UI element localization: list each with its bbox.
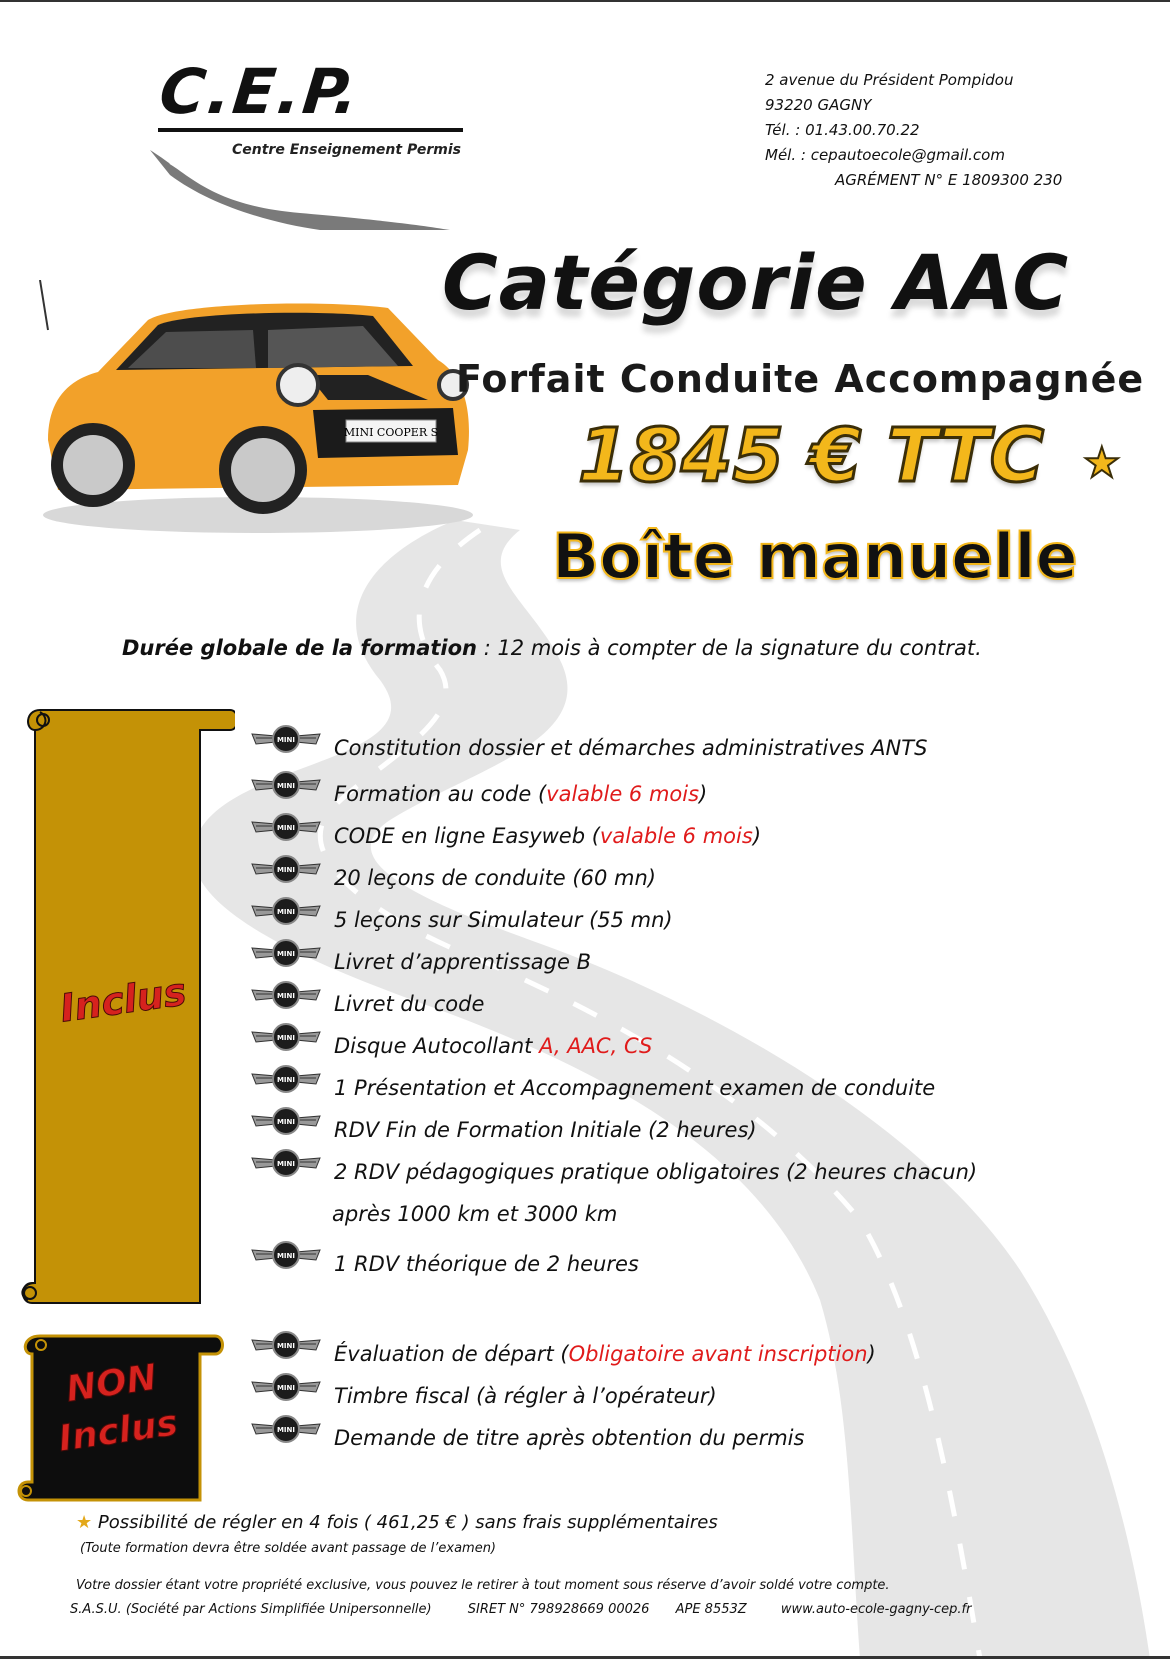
- svg-text:MINI: MINI: [276, 1426, 296, 1434]
- company-logo: [150, 55, 470, 230]
- price: 1845 € TTC: [578, 413, 1044, 499]
- included-item: [250, 858, 656, 898]
- item-text-part: ): [867, 1342, 876, 1366]
- not-included-item: [250, 1334, 876, 1374]
- not-included-item-text: Demande de titre après obtention du permis: [334, 1426, 805, 1450]
- address-phone: Tél. : 01.43.00.70.22: [765, 121, 920, 139]
- svg-text:MINI: MINI: [276, 736, 296, 744]
- included-item-text: 5 leçons sur Simulateur (55 mn): [334, 908, 673, 932]
- included-item: [250, 942, 591, 982]
- address-email: Mél. : cepautoecole@gmail.com: [765, 146, 1005, 164]
- mini-logo-icon: [250, 938, 322, 968]
- ape-code: APE 8553Z: [675, 1602, 747, 1617]
- item-text-part: CODE en ligne Easyweb (: [334, 824, 600, 848]
- item-highlight: A, AAC, CS: [539, 1034, 653, 1058]
- included-item-text: 20 leçons de conduite (60 mn): [334, 866, 656, 890]
- not-included-item: [250, 1376, 717, 1416]
- included-item-text: Livret du code: [334, 992, 485, 1016]
- footnote-star-icon: ★: [76, 1512, 93, 1533]
- not-included-item-text: [334, 1334, 876, 1374]
- siret-number: SIRET N° 798928669 00026: [467, 1602, 650, 1617]
- gearbox-type: Boîte manuelle: [552, 520, 1078, 593]
- duration-label: Durée globale de la formation: [122, 636, 478, 660]
- svg-text:MINI: MINI: [276, 908, 296, 916]
- item-text-part: Disque Autocollant: [334, 1034, 540, 1058]
- included-item-text: 1 RDV théorique de 2 heures: [334, 1252, 639, 1276]
- mini-logo-icon: [250, 1022, 322, 1052]
- included-item: [250, 1244, 639, 1284]
- training-duration: [122, 636, 982, 660]
- not-included-label: [49, 1352, 181, 1464]
- svg-text:MINI: MINI: [276, 1252, 296, 1260]
- svg-text:MINI: MINI: [276, 866, 296, 874]
- included-item-text: Livret d’apprentissage B: [334, 950, 591, 974]
- not-included-label-line1: NON: [63, 1357, 160, 1411]
- payment-text: Possibilité de régler en 4 fois ( 461,25 € ) sans frais supplémentaires: [97, 1512, 718, 1533]
- included-item: [250, 1152, 977, 1192]
- agrement-number: AGRÉMENT N° E 1809300 230: [835, 171, 1063, 189]
- company-info: [70, 1602, 1110, 1617]
- svg-text:MINI: MINI: [276, 1076, 296, 1084]
- mini-logo-icon: [250, 1240, 322, 1270]
- svg-text:MINI: MINI: [276, 1384, 296, 1392]
- included-item: [250, 1110, 757, 1150]
- not-included-item-text: Timbre fiscal (à régler à l’opérateur): [334, 1384, 717, 1408]
- included-item: [250, 774, 707, 814]
- included-item: [250, 1026, 652, 1066]
- included-item: [250, 728, 927, 768]
- mini-logo-icon: [250, 1064, 322, 1094]
- svg-text:MINI: MINI: [276, 782, 296, 790]
- payment-note: [76, 1512, 718, 1533]
- not-included-label-line2: Inclus: [56, 1402, 181, 1460]
- logo-rule: [158, 128, 463, 132]
- logo-brand: C.E.P.: [156, 55, 364, 128]
- address-street: 2 avenue du Président Pompidou: [765, 71, 1014, 89]
- included-item-text: 2 RDV pédagogiques pratique obligatoires (2 heures chacun): [334, 1160, 978, 1184]
- mini-logo-icon: [250, 854, 322, 884]
- address-city: 93220 GAGNY: [765, 96, 872, 114]
- contact-block: [765, 68, 1062, 193]
- included-item-text: Constitution dossier et démarches administratives ANTS: [334, 736, 928, 760]
- mini-logo-icon: [250, 1106, 322, 1136]
- mini-logo-icon: [250, 980, 322, 1010]
- logo-tagline: Centre Enseignement Permis: [232, 142, 461, 158]
- svg-text:MINI: MINI: [276, 1342, 296, 1350]
- price-star-icon: ★: [1083, 438, 1121, 487]
- mini-logo-icon: [250, 812, 322, 842]
- ownership-note: Votre dossier étant votre propriété exclusive, vous pouvez le retirer à tout moment sous réserve d’avoir soldé votre compte.: [76, 1578, 890, 1593]
- included-item: [250, 816, 761, 856]
- page-title: Catégorie AAC: [442, 238, 1070, 327]
- included-item-text: [334, 1026, 652, 1066]
- website-link[interactable]: www.auto-ecole-gagny-cep.fr: [780, 1602, 972, 1617]
- car-image: [28, 280, 478, 540]
- not-included-item: [250, 1418, 804, 1458]
- payment-subnote: (Toute formation devra être soldée avant passage de l’examen): [80, 1541, 497, 1556]
- item-text-part: Formation au code (: [334, 782, 547, 806]
- svg-text:MINI: MINI: [276, 1160, 296, 1168]
- included-label: Inclus: [57, 969, 189, 1031]
- mini-logo-icon: [250, 1330, 322, 1360]
- svg-text:MINI: MINI: [276, 1034, 296, 1042]
- svg-text:MINI: MINI: [276, 1118, 296, 1126]
- item-highlight: valable 6 mois: [546, 782, 700, 806]
- mini-logo-icon: [250, 896, 322, 926]
- company-type: S.A.S.U. (Société par Actions Simplifiée Unipersonnelle): [70, 1602, 432, 1617]
- svg-text:MINI: MINI: [276, 824, 296, 832]
- svg-text:MINI: MINI: [276, 950, 296, 958]
- item-highlight: valable 6 mois: [599, 824, 753, 848]
- mini-logo-icon: [250, 724, 322, 754]
- item-text-part: Évaluation de départ (: [334, 1342, 569, 1366]
- mini-logo-icon: [250, 770, 322, 800]
- page-subtitle: Forfait Conduite Accompagnée: [456, 357, 1145, 401]
- duration-text: : 12 mois à compter de la signature du contrat.: [477, 636, 982, 660]
- included-item: [250, 900, 673, 940]
- included-item-text: [334, 774, 707, 814]
- included-item: [250, 1068, 935, 1108]
- included-item: [250, 984, 484, 1024]
- item-text-part: ): [699, 782, 708, 806]
- included-item-text: RDV Fin de Formation Initiale (2 heures): [334, 1118, 757, 1142]
- mini-logo-icon: [250, 1148, 322, 1178]
- svg-text:MINI: MINI: [276, 992, 296, 1000]
- car-plate: MINI COOPER S: [343, 426, 439, 439]
- included-item-continuation: après 1000 km et 3000 km: [332, 1202, 618, 1226]
- item-text-part: ): [752, 824, 762, 848]
- mini-logo-icon: [250, 1414, 322, 1444]
- included-item-text: 1 Présentation et Accompagnement examen de conduite: [334, 1076, 936, 1100]
- included-item-text: [334, 816, 761, 856]
- item-highlight: Obligatoire avant inscription: [568, 1342, 868, 1366]
- mini-logo-icon: [250, 1372, 322, 1402]
